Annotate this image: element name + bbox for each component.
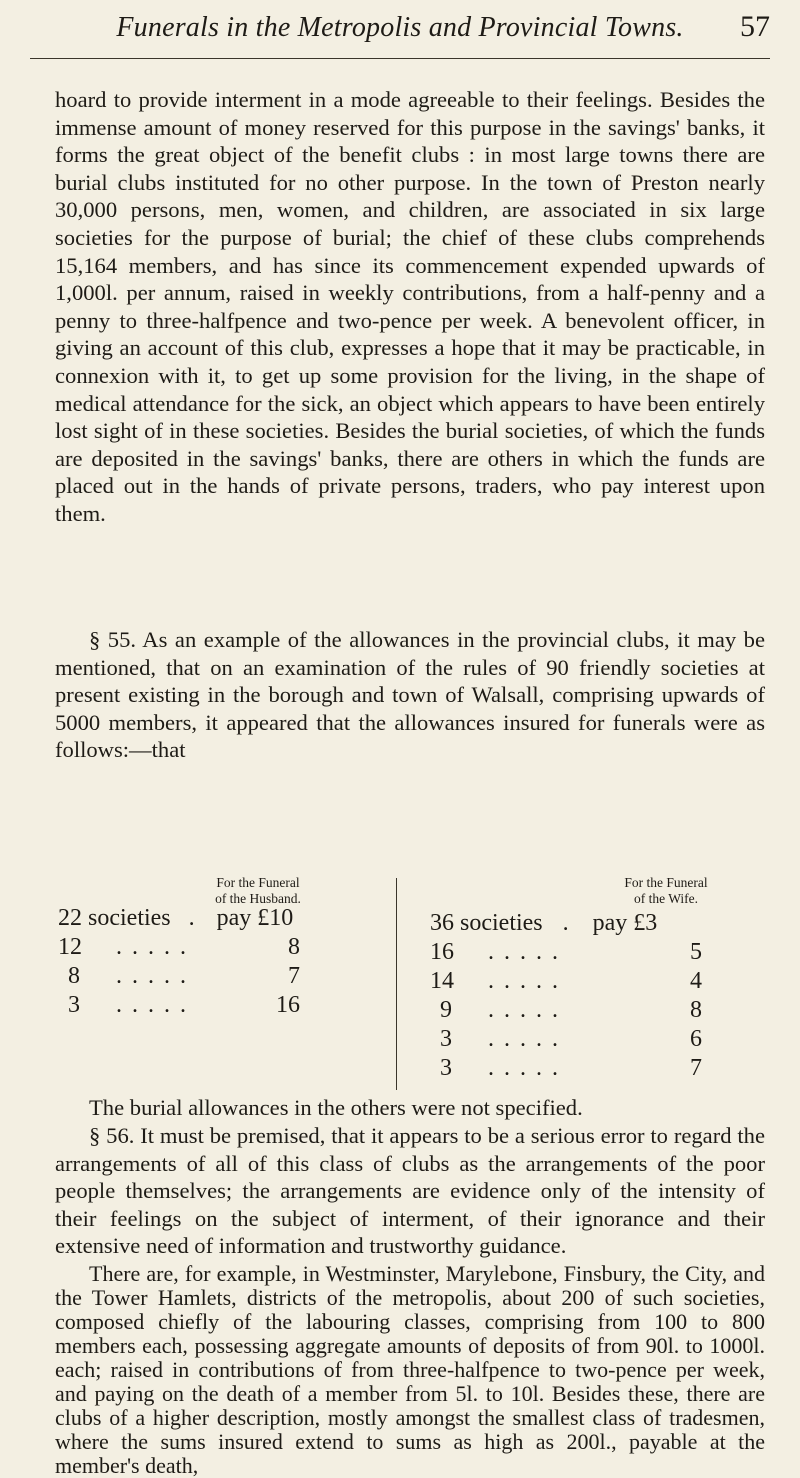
page-number: 57 <box>740 10 770 43</box>
table-divider <box>396 878 397 1090</box>
table-husband-row: 12 . . . . . 8 <box>58 934 300 960</box>
table-wife-row: 36 societies . pay £3 <box>430 910 658 936</box>
paragraph-not-specified: The burial allowances in the others were not specified. <box>89 1095 583 1120</box>
table-wife-caption: For the Funeral of the Wife. <box>624 875 708 906</box>
table-husband-row: 3 . . . . . 16 <box>68 992 300 1018</box>
paragraph-section-56: § 56. It must be premised, that it appears to be a serious error to regard the arrangements of all of this class of clubs as the arrangements of the poor people themselves; the arrangements are evidence only of the intensity of their feelings on the subject of interment, of their ignorance and their extensive need of information and trustworthy guidance. <box>55 1123 765 1259</box>
table-wife-row: 3 . . . . . 6 <box>440 1026 702 1052</box>
paragraph-westminster: There are, for example, in Westminster, Marylebone, Finsbury, the City, and the Tower Hamlets, districts of the metropolis, about 200 of such societies, composed chiefly of the labouring classes, comprising from 100 to 800 members each, possessing aggregate amounts of deposits of from 90l. to 1000l. each; raised in contributions of from three-halfpence to two-pence per week, and paying on the death of a member from 5l. to 10l. Besides these, there are clubs of a higher description, mostly amongst the smallest class of tradesmen, where the sums insured extend to sums as high as 200l., payable at the member's death, <box>55 1261 765 1478</box>
table-husband-row: 8 . . . . . 7 <box>68 963 300 989</box>
table-wife-row: 16 . . . . . 5 <box>430 939 702 965</box>
table-wife-row: 3 . . . . . 7 <box>440 1055 702 1081</box>
running-title: Funerals in the Metropolis and Provincial Towns. <box>116 12 684 43</box>
table-wife-row: 14 . . . . . 4 <box>430 968 702 994</box>
table-wife-row: 9 . . . . . 8 <box>440 997 702 1023</box>
table-husband-row: 22 societies . pay £10 <box>58 905 294 931</box>
paragraph-hoard: hoard to provide interment in a mode agreeable to their feelings. Besides the immense amount of money reserved for this purpose in the savings' banks, it forms the great object of the benefit clubs : in most large towns there are burial clubs instituted for no other purpose. In the town of Preston nearly 30,000 persons, men, women, and children, are associated in six large societies for the purpose of burial; the chief of these clubs comprehends 15,164 members, and has since its commencement expended upwards of 1,000l. per annum, raised in weekly contributions, from a half-penny and a penny to three-halfpence and two-pence per week. A benevolent officer, in giving an account of this club, expresses a hope that it may be practicable, in connexion with it, to get up some provision for the living, in the shape of medical attendance for the sick, an object which appears to have been entirely lost sight of in these societies. Besides the burial societies, of which the funds are deposited in the savings' banks, there are others in which the funds are placed out in the hands of private persons, traders, who pay interest upon them. <box>55 87 765 526</box>
running-header <box>30 8 770 59</box>
table-husband-caption: For the Funeral of the Husband. <box>215 875 301 906</box>
paragraph-section-55: § 55. As an example of the allowances in the provincial clubs, it may be mentioned, that on an examination of the rules of 90 friendly societies at present existing in the borough and town of Walsall, comprising upwards of 5000 members, it appeared that the allowances insured for funerals were as follows:—that <box>55 627 765 763</box>
